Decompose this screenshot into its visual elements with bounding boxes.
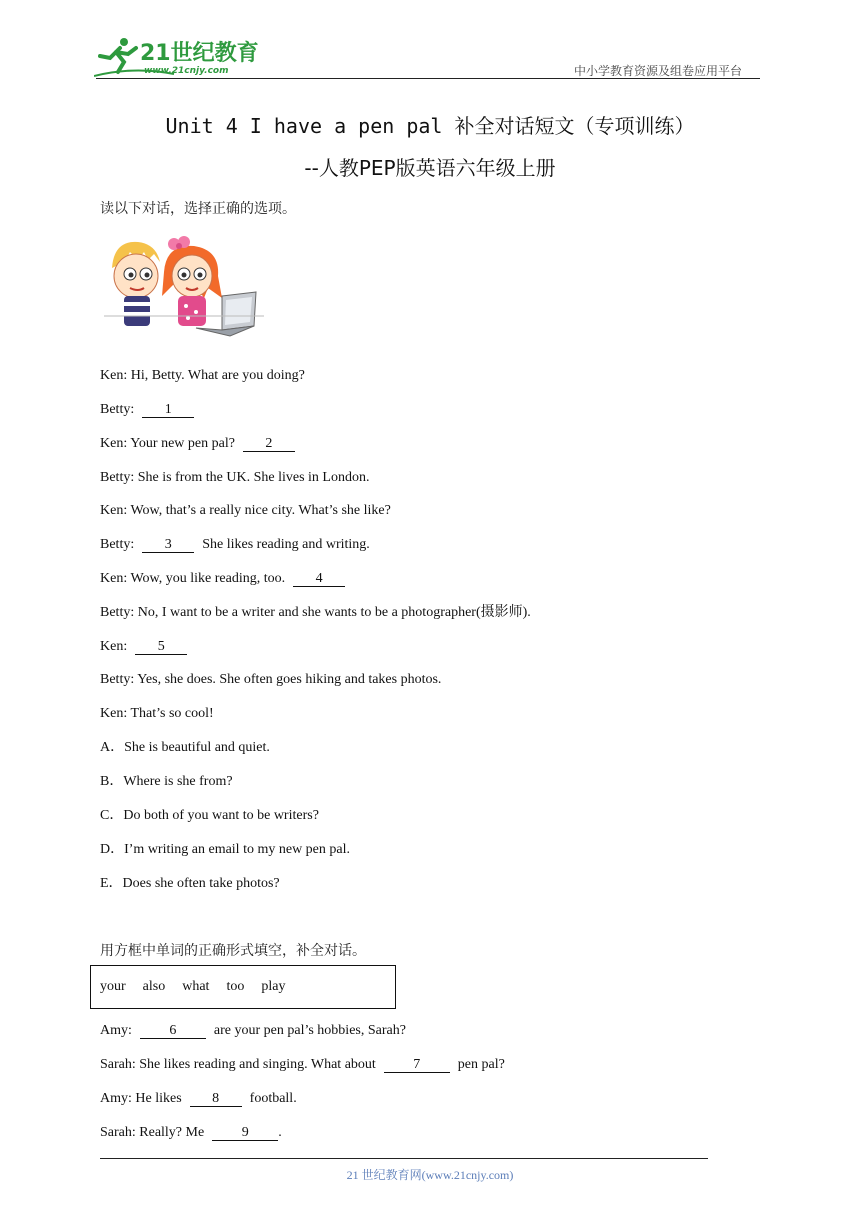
dialogue-line: Ken: 5 [100,639,191,655]
answer-blank[interactable]: 9 [212,1126,278,1141]
option-d: D．I’m writing an email to my new pen pal. [100,842,350,857]
dialogue-line: Amy: 6 are your pen pal’s hobbies, Sarah? [100,1023,406,1038]
dialogue-line: Betty: She is from the UK. She lives in London. [100,470,370,485]
footer-text: 21 世纪教育网(www.21cnjy.com) [346,1168,514,1182]
dialogue-line: Ken: Your new pen pal? 2 [100,436,299,452]
dialogue-line: Sarah: She likes reading and singing. What about 7 pen pal? [100,1057,505,1072]
page-title: Unit 4 I have a pen pal 补全对话短文（专项训练） [165,114,695,138]
word-bank-item: too [226,979,245,994]
dialogue-line: Amy: He likes 8 football. [100,1091,297,1106]
logo-text: 21世纪教育 [140,41,259,66]
section1-instruction: 读以下对话，选择正确的选项。 [100,201,296,217]
dialogue-line: Betty: No, I want to be a writer and she wants to be a photographer(摄影师). [100,605,531,620]
dialogue-line: Betty: 1 [100,402,198,418]
21cnjy-logo [94,36,264,78]
answer-blank[interactable]: 6 [140,1024,206,1039]
boy-figure [112,242,160,326]
footer-rule [100,1158,708,1159]
dialogue-line: Ken: Wow, that’s a really nice city. What’s she like? [100,503,391,518]
option-c: C．Do both of you want to be writers? [100,808,319,823]
header-rule [96,78,760,79]
word-bank-box [90,965,396,1009]
option-b: B．Where is she from? [100,774,233,789]
answer-blank[interactable]: 3 [142,538,194,553]
word-bank-item: play [261,979,286,994]
logo-url: www.21cnjy.com [144,66,229,76]
girl-figure [162,236,222,326]
kids-laptop-illustration [104,232,264,340]
option-a: A．She is beautiful and quiet. [100,740,270,755]
dialogue-line: Ken: Wow, you like reading, too. 4 [100,571,349,587]
dialogue-line: Ken: That’s so cool! [100,706,214,721]
dialogue-line: Betty: 3 She likes reading and writing. [100,537,370,552]
platform-label: 中小学教育资源及组卷应用平台 [574,64,743,78]
option-e: E．Does she often take photos? [100,876,280,891]
answer-blank[interactable]: 7 [384,1058,450,1073]
section2-instruction: 用方框中单词的正确形式填空，补全对话。 [100,943,366,959]
answer-blank[interactable]: 4 [293,572,345,587]
answer-blank[interactable]: 2 [243,437,295,452]
word-bank-item: what [182,979,210,994]
word-bank-item: also [142,979,166,994]
answer-blank[interactable]: 5 [135,640,187,655]
dialogue-line: Ken: Hi, Betty. What are you doing? [100,368,305,383]
answer-blank[interactable]: 1 [142,403,194,418]
page-subtitle: --人教PEP版英语六年级上册 [304,156,556,180]
answer-blank[interactable]: 8 [190,1092,242,1107]
word-bank-item: your [100,979,126,994]
dialogue-line: Betty: Yes, she does. She often goes hiking and takes photos. [100,672,442,687]
dialogue-line: Sarah: Really? Me 9 . [100,1125,282,1140]
